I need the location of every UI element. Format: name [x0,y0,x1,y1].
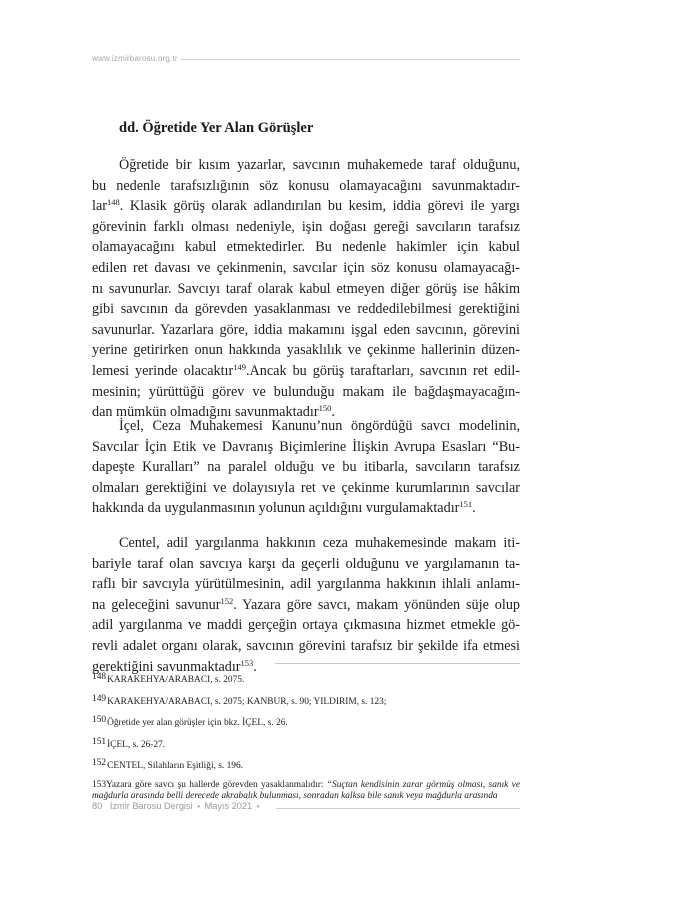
text-line: olamayacağını kabul etmektedirler. Bu nedenle hakimler için kabul [92,239,520,256]
footnote-153-lead: Yazara göre savcı şu hallerde görevden yasaklanmalıdır: [106,779,327,790]
text-line: gerektiğini savunmaktadır$^{153}$. [92,657,257,675]
text-line: savunurlar. Yazarlara göre, iddia makamını işgal eden savcının, görevini [92,321,520,338]
text-line: nı savunurlar. Savcıyı taraf olarak kabul etmeyen diğer görüş ise hâkim [92,280,520,297]
footnote-number: 151 [92,736,107,747]
paragraph-2 [92,416,520,519]
footnote-153-line-1 [92,780,520,791]
footnote-150 [92,715,520,737]
page-number: 80 [92,801,103,811]
text-line: edilen ret davası ve çekinmenin, savcılar için söz konusu olamayacağı- [92,259,520,276]
footer-bullet-1: • [197,802,200,811]
footnote-153-quote-1: “Suçtan kendisinin zarar görmüş olması, sanık ve [326,779,520,790]
footer-rule [276,808,520,809]
text-line: raflı bir savcıyla yürütülmesinin, adil yargılanma hakkının ihlali anlamı- [92,576,520,593]
footnote-ref: 148 [106,197,120,208]
footnote-ref: 151 [459,499,473,510]
footnote-number: 148 [92,672,107,682]
text-line: dapeşte Kuralları” na paralel olduğu ve bu itibarla, savcıların tarafsız [92,459,520,476]
footnote-text: Öğretide yer alan görüşler için bkz. İÇEL, s. 26. [107,718,288,728]
text-line: na geleceğini savunur$^{152}$. Yazara göre savcı, makam yönünden süje olup [92,595,521,613]
paragraph-3 [92,533,520,677]
header-rule [180,59,520,60]
footnote-151 [92,737,520,759]
text-line: Öğretide bir kısım yazarlar, savcının muhakemede taraf olduğunu, [119,157,520,173]
footnote-ref: 153 [240,657,254,668]
footnote-text: KARAKEHYA/ARABACI, s. 2075; KANBUR, s. 90; YILDIRIM, s. 123; [107,696,387,707]
text-line: hakkında da uygulanmasının yolunun açıldığını vurgulamaktadır$^{151}$. [92,499,476,517]
text-line: görevinin farklı olması nedeniyle, işin doğası gereği savcıların tarafsız [92,218,520,235]
text-line: Centel, adil yargılanma hakkının ceza muhakemesinde makam iti- [119,535,520,551]
section-title: dd. Öğretide Yer Alan Görüşler [119,120,314,136]
text-line: İçel, Ceza Muhakemesi Kanunu’nun öngördüğü savcı modelinin, [119,418,520,434]
text-line: bu nedenle tarafsızlığının söz konusu olamayacağını savunmaktadır- [92,177,520,194]
page-footer [92,801,261,811]
text-line: lemesi yerinde olacaktır$^{149}$.Ancak bu görüş taraftarları, savcının ret edil- [92,361,520,379]
footnote-ref: 149 [233,361,246,372]
header-url: www.izmirbarosu.org.tr [92,54,178,63]
footnote-149 [92,694,520,716]
footnote-ref: 150 [318,403,332,414]
footnote-153 [92,780,520,802]
footnote-rule [275,663,520,664]
footnote-text: KARAKEHYA/ARABACI, s. 2075. [107,675,245,685]
text-line: bariyle taraf olan savcıya karşı da geçerli olduğunu ve yargılamanın ta- [92,555,520,572]
footnotes [92,672,520,802]
footnote-ref: 152 [220,595,234,606]
text-line: adil yargılanma ve maddi gerçeğin ortaya çıkmasına hizmet etmekle gö- [92,617,520,634]
text-line: gibi savcının da görevden yasaklanması ve reddedilebilmesi gerektiğini [92,301,520,318]
text-line: olmaları gerektiğini ve dolayısıyla ret ve çekinme kurumlarının savcılar [92,479,520,496]
footnote-text: İÇEL, s. 26-27. [107,739,166,750]
text-line: revli adalet organı olarak, savcının görevini tarafsız bir şekilde ifa etmesi [92,637,520,654]
footnote-153-quote-2: mağdurla arasında belli derecede akrabalık bulunması, sonradan kalksa bile sanık veya mağdurla arasında [92,790,498,801]
text-line: dan mümkün olmadığını savunmaktadır$^{150}$. [92,403,335,421]
footnote-text: CENTEL, Silahların Eşitliği, s. 196. [107,761,243,771]
journal-name: İzmir Barosu Dergisi [109,801,193,811]
text-line: lar$^{148}$. Klasik görüş olarak adlandırılan bu kesim, iddia görevi ile yargı [92,197,520,215]
footnote-153-number: 153 [92,779,107,790]
text-line: yerine getirirken onun hakkında yasaklılık ve çekinme hallerinin düzen- [92,342,520,359]
footnote-148 [92,672,520,694]
footnote-number: 149 [92,693,107,704]
issue-date: Mayıs 2021 [204,801,253,811]
text-line: mesinin; yürüttüğü görev ve bulunduğu makam ile bağdaşmayacağın- [92,383,520,400]
footer-bullet-2: • [256,802,260,811]
footnote-152 [92,758,520,780]
footnote-number: 152 [92,758,107,768]
paragraph-1 [92,155,520,423]
text-line: Savcılar İçin Etik ve Davranış Biçimlerine İlişkin Avrupa Esasları “Bu- [92,438,520,455]
footnote-number: 150 [92,715,107,725]
